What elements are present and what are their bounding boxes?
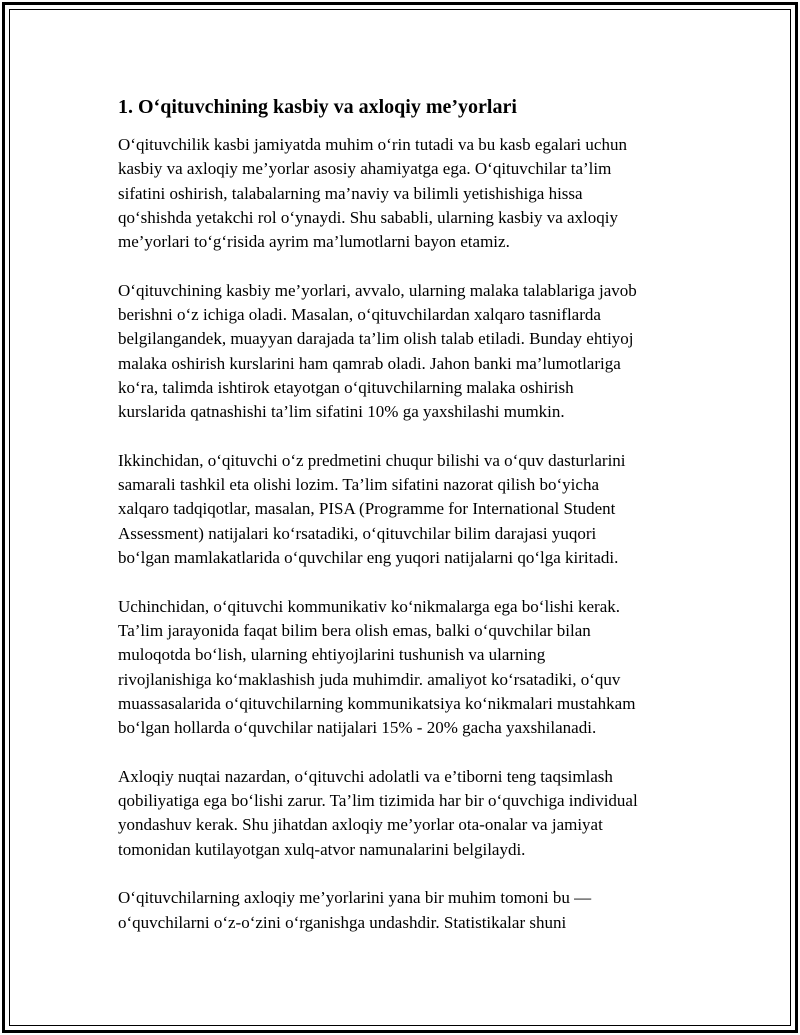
paragraph-line: bo‘lgan hollarda o‘quvchilar natijalari 15% - 20% gacha yaxshilanadi. <box>118 718 597 738</box>
paragraph-line: qobiliyatiga ega bo‘lishi zarur. Ta’lim tizimida har bir o‘quvchiga individual <box>118 791 638 811</box>
paragraph-line: berishni o‘z ichiga oladi. Masalan, o‘qituvchilardan xalqaro tasniflarda <box>118 305 601 325</box>
paragraph-line: kurslarida qatnashishi ta’lim sifatini 10% ga yaxshilashi mumkin. <box>118 402 565 422</box>
paragraph <box>118 133 718 254</box>
paragraph-line: belgilangandek, muayyan darajada ta’lim olish talab etiladi. Bunday ehtiyoj <box>118 329 634 349</box>
paragraph-line: O‘qituvchining kasbiy me’yorlari, avvalo, ularning malaka talablariga javob <box>118 280 637 300</box>
paragraph <box>118 449 718 570</box>
paragraph <box>118 765 718 862</box>
paragraph-line: rivojlanishiga ko‘maklashish juda muhimdir. amaliyot ko‘rsatadiki, o‘quv <box>118 669 621 689</box>
paragraph <box>118 279 718 425</box>
paragraph-line: bo‘lgan mamlakatlarida o‘quvchilar eng yuqori natijalarni qo‘lga kiritadi. <box>118 548 619 568</box>
paragraph-line: samarali tashkil eta olishi lozim. Ta’lim sifatini nazorat qilish bo‘yicha <box>118 475 599 495</box>
paragraph-line: yondashuv kerak. Shu jihatdan axloqiy me’yorlar ota-onalar va jamiyat <box>118 815 603 835</box>
paragraph-list <box>118 133 718 935</box>
paragraph-line: Ikkinchidan, o‘qituvchi o‘z predmetini chuqur bilishi va o‘quv dasturlarini <box>118 450 626 470</box>
document-body <box>118 94 718 959</box>
paragraph-line: muassasalarida o‘qituvchilarning kommunikatsiya ko‘nikmalari mustahkam <box>118 693 636 713</box>
paragraph-line: tomonidan kutilayotgan xulq-atvor namunalarini belgilaydi. <box>118 839 526 859</box>
paragraph <box>118 595 718 741</box>
paragraph-line: Uchinchidan, o‘qituvchi kommunikativ ko‘nikmalarga ega bo‘lishi kerak. <box>118 596 621 616</box>
paragraph-line: Ta’lim jarayonida faqat bilim bera olish emas, balki o‘quvchilar bilan <box>118 620 591 640</box>
paragraph-line: o‘quvchilarni o‘z-o‘zini o‘rganishga undashdir. Statistikalar shuni <box>118 912 567 932</box>
paragraph-line: sifatini oshirish, talabalarning ma’naviy va bilimli yetishishiga hissa <box>118 183 583 203</box>
section-heading: 1. O‘qituvchining kasbiy va axloqiy me’yorlari <box>118 96 517 118</box>
paragraph-line: Axloqiy nuqtai nazardan, o‘qituvchi adolatli va e’tiborni teng taqsimlash <box>118 766 613 786</box>
paragraph-line: kasbiy va axloqiy me’yorlar asosiy ahamiyatga ega. O‘qituvchilar ta’lim <box>118 159 612 179</box>
paragraph-line: O‘qituvchilarning axloqiy me’yorlarini yana bir muhim tomoni bu — <box>118 888 592 908</box>
paragraph-line: qo‘shishda yetakchi rol o‘ynaydi. Shu sababli, ularning kasbiy va axloqiy <box>118 207 618 227</box>
paragraph-line: Assessment) natijalari ko‘rsatadiki, o‘qituvchilar bilim darajasi yuqori <box>118 523 597 543</box>
paragraph-line: me’yorlari to‘g‘risida ayrim ma’lumotlarni bayon etamiz. <box>118 232 510 252</box>
paragraph-line: O‘qituvchilik kasbi jamiyatda muhim o‘rin tutadi va bu kasb egalari uchun <box>118 135 627 154</box>
paragraph-line: muloqotda bo‘lish, ularning ehtiyojlarini tushunish va ularning <box>118 645 546 665</box>
paragraph <box>118 886 718 935</box>
paragraph-line: malaka oshirish kurslarini ham qamrab oladi. Jahon banki ma’lumotlariga <box>118 353 621 373</box>
paragraph-line: xalqaro tadqiqotlar, masalan, PISA (Programme for International Student <box>118 499 616 519</box>
paragraph-line: ko‘ra, talimda ishtirok etayotgan o‘qituvchilarning malaka oshirish <box>118 377 574 397</box>
